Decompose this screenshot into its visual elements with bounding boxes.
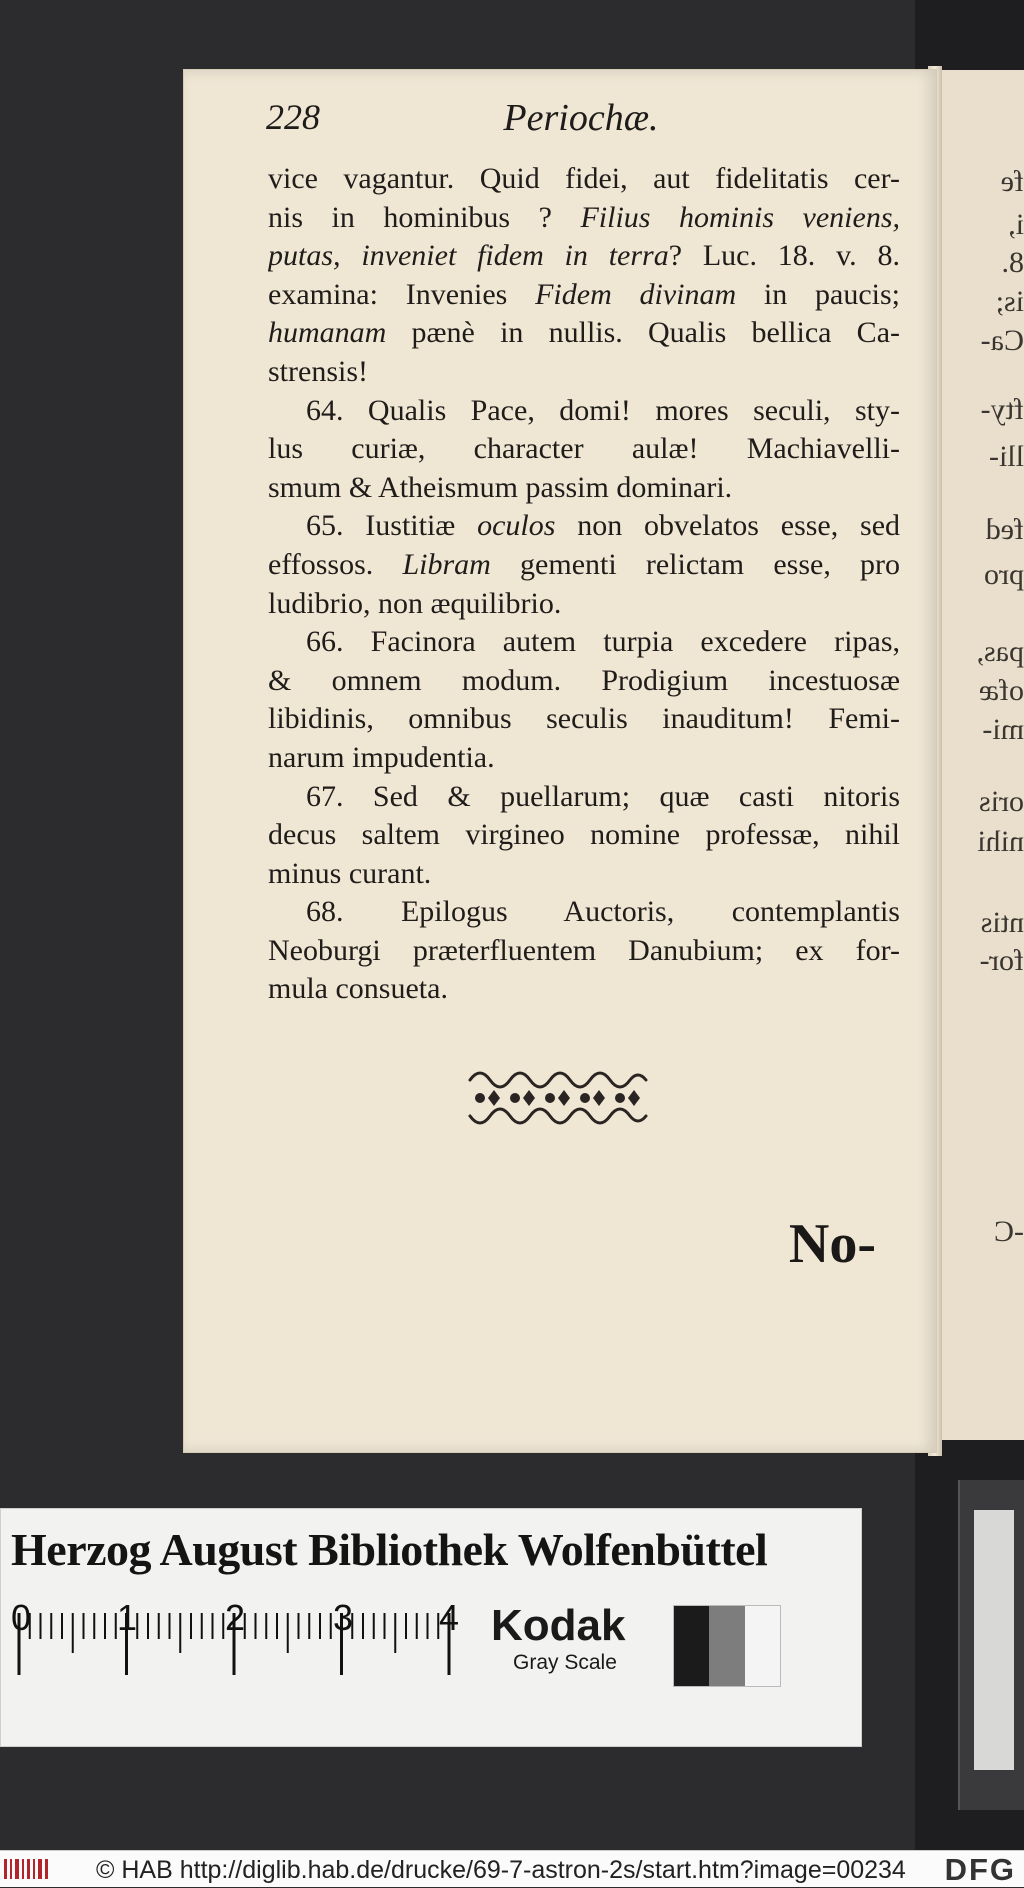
text-line [268,237,900,276]
text-span: 68. Epilogus Auctoris, contemplantis [306,895,900,929]
gray-scale-swatches [673,1605,781,1687]
text-span: nis in hominibus ? [268,200,581,234]
kodak-brand: Kodak [491,1601,626,1650]
ruler-label-0: 0 [11,1597,32,1638]
text-line [268,970,900,1009]
ruler-label-1: 1 [117,1597,138,1638]
swatch-black [674,1606,709,1686]
text-line [268,893,900,932]
neighbor-text-fragment: lli- [989,440,1024,473]
italic-span: Filius hominis veniens, [580,200,900,234]
text-line [268,276,900,315]
neighbor-text-fragment: ntis [980,906,1024,939]
ruler-label-3: 3 [333,1597,354,1638]
neighbor-text-fragment: for- [979,944,1024,977]
text-line [268,739,900,778]
text-span: examina: Invenies [268,277,536,311]
text-line [268,662,900,701]
neighbor-text-fragment: fty- [980,393,1024,426]
text-span: non obvelatos esse, sed [555,509,900,543]
text-span: pænè in nullis. Qualis bellica Ca- [386,316,900,350]
text-span: & omnem modum. Prodigium incestuosæ [268,663,900,697]
text-line [268,353,900,392]
ruler-label-2: 2 [225,1597,246,1638]
neighbor-text-fragment: -C [994,1215,1024,1248]
italic-span: Fidem divinam [535,277,737,311]
swatch-white [745,1606,780,1686]
neighbor-text-fragment: oris [979,785,1024,818]
text-span: strensis! [268,354,368,388]
text-span: decus saltem virgineo nomine professæ, nihil [268,818,900,852]
text-line [268,816,900,855]
italic-span: oculos [477,509,556,543]
neighbor-text-fragment: is; [995,285,1024,318]
swatch-gray [709,1606,744,1686]
page-number: 228 [266,97,320,137]
neighbor-text-fragment: mi- [982,713,1024,746]
text-line [268,623,900,662]
text-span: 65. Iustitiæ [306,509,478,543]
text-line [268,392,900,431]
text-span: 64. Qualis Pace, domi! mores seculi, sty- [306,393,900,427]
text-line [268,314,900,353]
running-title: Periochæ. [503,97,659,139]
text-span: lus curiæ, character aulæ! Machiavelli- [268,432,900,466]
text-span: ludibrio, non æquilibrio. [268,586,562,620]
text-line [268,430,900,469]
text-span: mula consueta. [268,972,448,1006]
neighbor-text-fragment: i, [1008,208,1024,241]
text-line [268,585,900,624]
text-span: vice vagantur. Quid fidei, aut fidelitatis cer- [268,162,900,195]
barcode-logo-icon [4,1857,50,1881]
text-span: in paucis; [736,277,900,311]
neighbor-text-fragment: pas, [976,635,1024,668]
running-head [266,96,896,146]
text-line [268,546,900,585]
neighbor-text-fragment: ofæ [979,674,1024,707]
catchword: No- [788,1213,876,1275]
text-span: narum impudentia. [268,740,495,774]
text-span: 67. Sed & puellarum; quæ casti nitoris [306,779,900,813]
text-line [268,469,900,508]
library-name: Herzog August Bibliothek Wolfenbüttel [11,1524,768,1575]
neighbor-text-fragment: fed [985,513,1024,546]
gray-strip-inner [974,1510,1014,1770]
footer-bar [0,1850,1024,1887]
gray-strip-right [958,1480,1024,1810]
text-span: 66. Facinora autem turpia excedere ripas, [306,625,900,659]
text-line [268,160,900,199]
printers-ornament-icon [464,1060,654,1136]
text-line [268,855,900,894]
neighbor-text-fragment: pro [984,558,1024,591]
neighbor-text-fragment: Ca- [980,324,1024,357]
text-span: smum & Atheismum passim dominari. [268,470,733,504]
neighbor-page [940,70,1024,1440]
text-line [268,199,900,238]
book-page [184,70,936,1452]
text-line [268,932,900,971]
text-line [268,778,900,817]
text-span: Neoburgi præterfluentem Danubium; ex for- [268,933,900,967]
scan-reference-card [0,1508,862,1747]
neighbor-text-fragment: nihi [977,825,1024,858]
text-span: effossos. [268,547,403,581]
text-span: libidinis, omnibus seculis inauditum! Femi- [268,702,900,736]
italic-span: humanam [268,316,387,350]
text-span: gementi relictam esse, pro [490,547,900,581]
text-span: minus curant. [268,856,432,890]
italic-span: Libram [402,547,491,581]
text-line [268,507,900,546]
body-text [268,160,900,1009]
neighbor-text-fragment: fe [1000,165,1024,198]
ruler-label-4: 4 [439,1597,460,1638]
copyright-url[interactable]: © HAB http://diglib.hab.de/drucke/69-7-astron-2s/start.htm?image=00234 [96,1856,906,1884]
gray-scale-label: Gray Scale [513,1651,617,1674]
italic-span: putas, inveniet fidem in terra [268,239,669,273]
neighbor-text-fragment: 8. [1001,246,1024,279]
text-line [268,700,900,739]
dfg-logo: DFG [944,1852,1016,1887]
text-span: ? Luc. 18. v. 8. [668,239,900,273]
